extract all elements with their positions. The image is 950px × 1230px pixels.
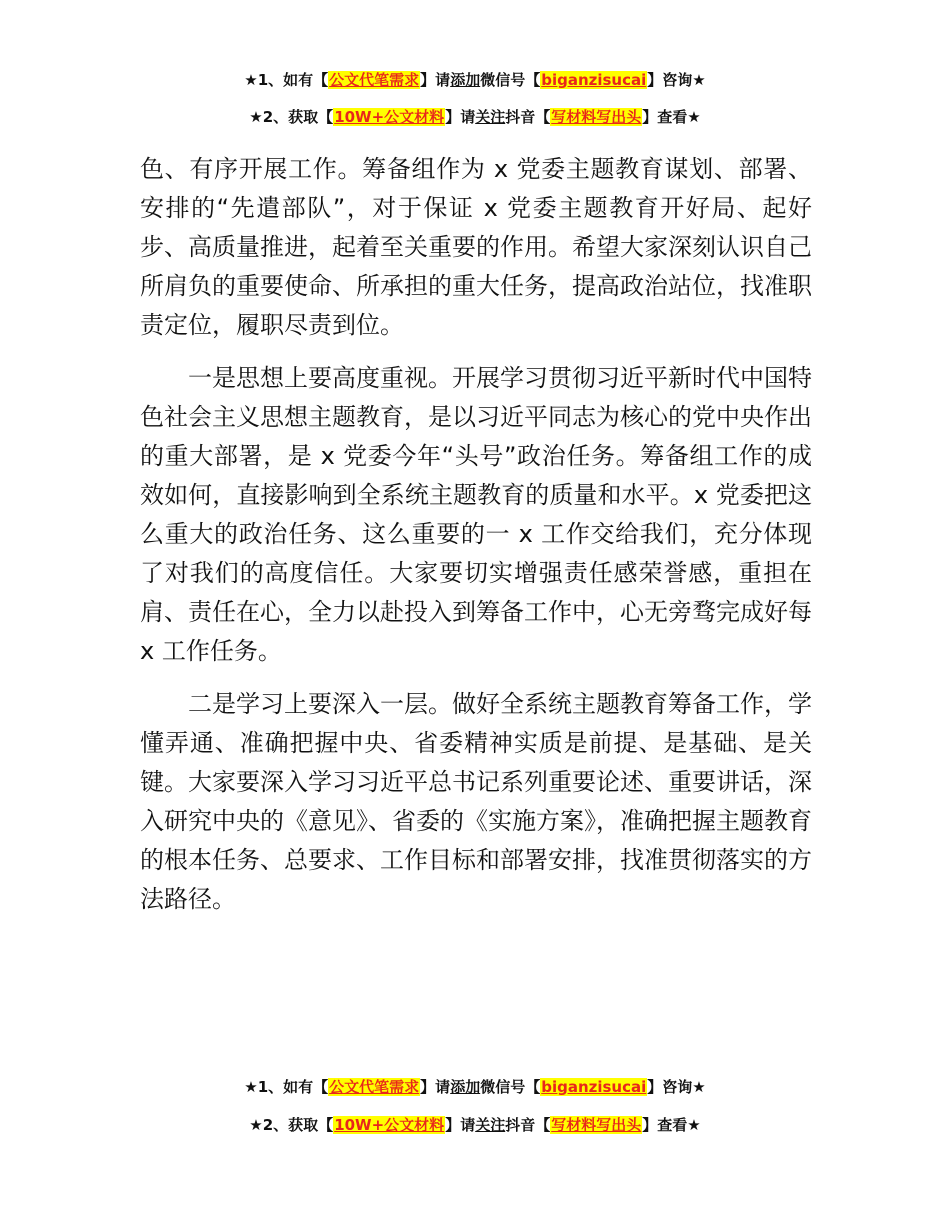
footer-banner-line-1 [0, 1077, 950, 1097]
paragraph-2: 一是思想上要高度重视。开展学习贯彻习近平新时代中国特色社会主义思想主题教育，是以习近平同志为核心的党中央作出的重大部署，是 x 党委今年“头号”政治任务。筹备组工作的成效如何，直接影响到全系统主题教育的质量和水平。x 党委把这么重大的政治任务、这么重要的一 x 工作交给我们，充分体现了对我们的高度信任。大家要切实增强责任感荣誉感，重担在肩、责任在心，全力以赴投入到筹备工作中，心无旁骛完成好每 x 工作任务。 [140, 364, 812, 665]
banner-highlight: 写材料写出头 [551, 1116, 642, 1134]
banner-underline: 关注 [475, 1116, 506, 1134]
banner-underline: 关注 [475, 108, 506, 126]
banner-highlight: 写材料写出头 [551, 108, 642, 126]
banner-highlight: 10W+公文材料 [334, 108, 445, 126]
banner-text: 抖音【 [505, 108, 551, 126]
paragraph-3: 二是学习上要深入一层。做好全系统主题教育筹备工作，学懂弄通、准确把握中央、省委精神实质是前提、是基础、是关键。大家要深入学习习近平总书记系列重要论述、重要讲话，深入研究中央的《意见》、省委的《实施方案》，准确把握主题教育的根本任务、总要求、工作目标和部署安排，找准贯彻落实的方法路径。 [140, 690, 812, 913]
banner-text: 微信号【 [480, 71, 541, 89]
banner-highlight: biganzisucai [541, 1078, 647, 1096]
banner-text: ★1、如有【 [244, 71, 329, 89]
document-body [140, 150, 812, 933]
banner-text: 】请 [445, 1116, 476, 1134]
banner-text: 】请 [445, 108, 476, 126]
banner-text: ★1、如有【 [244, 1078, 329, 1096]
banner-text: 】查看★ [642, 1116, 701, 1134]
banner-text: 】咨询★ [647, 71, 706, 89]
banner-text: ★2、获取【 [249, 1116, 334, 1134]
banner-text: 微信号【 [480, 1078, 541, 1096]
banner-text: 】请 [420, 1078, 451, 1096]
banner-text: 】请 [420, 71, 451, 89]
header-banner-line-2 [0, 107, 950, 127]
banner-text: ★2、获取【 [249, 108, 334, 126]
paragraph-1: 色、有序开展工作。筹备组作为 x 党委主题教育谋划、部署、安排的“先遣部队”，对于保证 x 党委主题教育开好局、起好步、高质量推进，起着至关重要的作用。希望大家深刻认识自己所肩负的重要使命、所承担的重大任务，提高政治站位，找准职责定位，履职尽责到位。 [140, 155, 812, 339]
banner-text: 】咨询★ [647, 1078, 706, 1096]
banner-underline: 添加 [450, 71, 481, 89]
banner-text: 】查看★ [642, 108, 701, 126]
banner-text: 抖音【 [505, 1116, 551, 1134]
banner-highlight: 10W+公文材料 [334, 1116, 445, 1134]
banner-highlight: biganzisucai [541, 71, 647, 89]
banner-highlight: 公文代笔需求 [329, 71, 420, 89]
header-banner-line-1 [0, 70, 950, 90]
footer-banner-line-2 [0, 1115, 950, 1135]
banner-underline: 添加 [450, 1078, 481, 1096]
banner-highlight: 公文代笔需求 [329, 1078, 420, 1096]
